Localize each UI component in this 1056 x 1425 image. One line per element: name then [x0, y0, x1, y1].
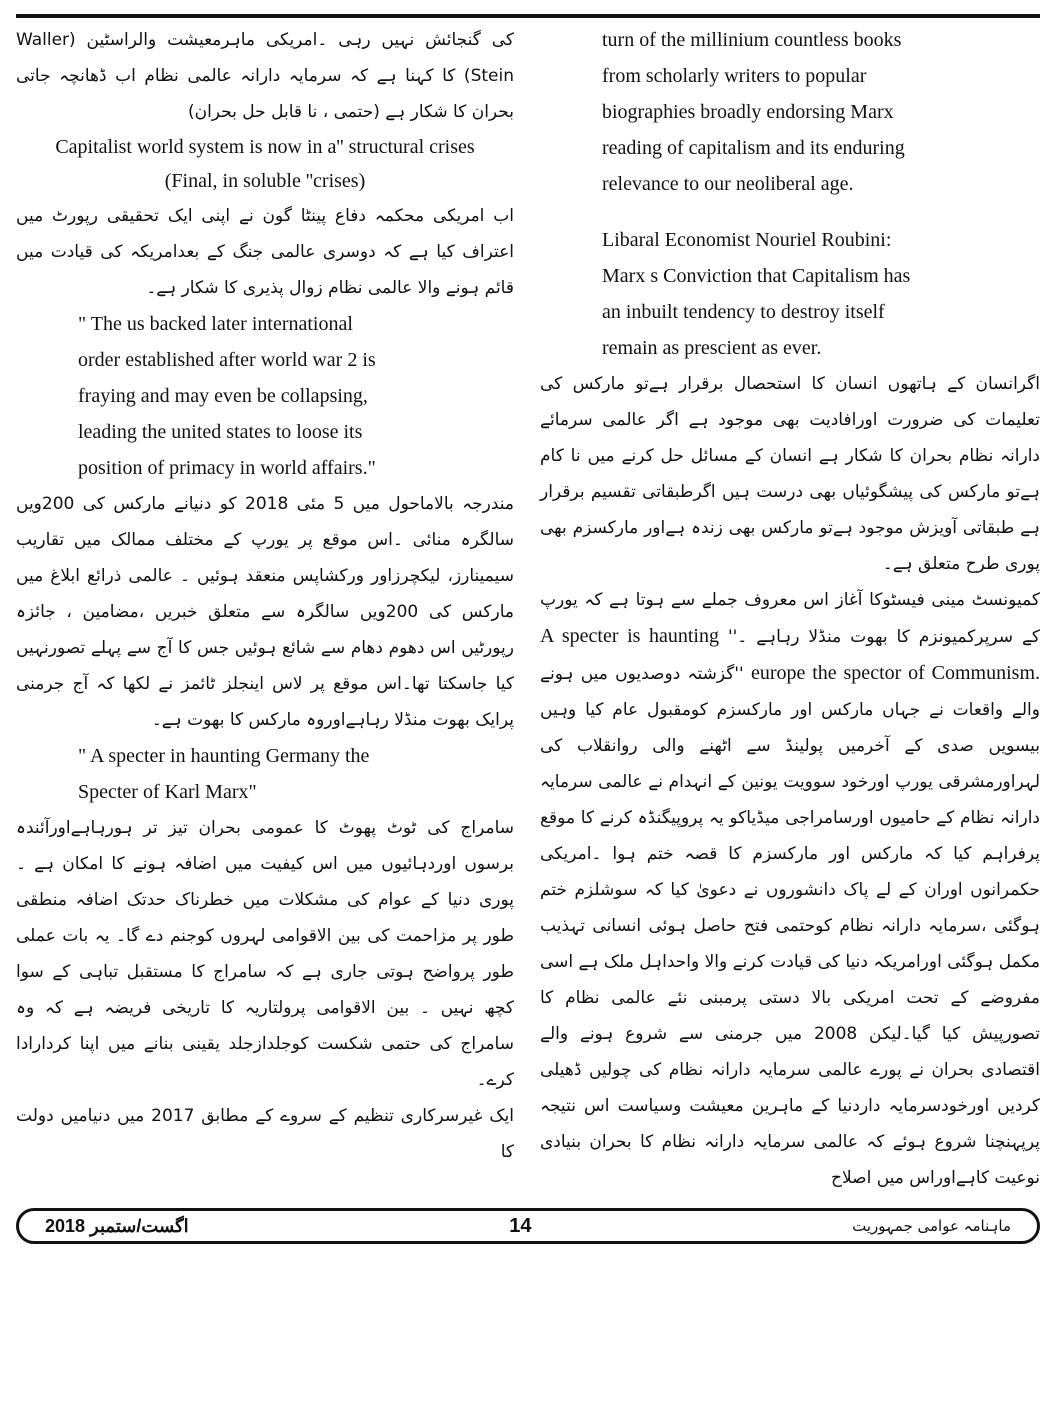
left-column: [16, 22, 514, 1196]
english-inline-text: europe the spector of Communism.: [750, 662, 1041, 684]
english-line: remain as prescient as ever.: [602, 337, 822, 359]
quote-line: position of primacy in world affairs.": [78, 457, 376, 479]
quote-specter-germany: [16, 738, 514, 810]
quote-line: " The us backed later international: [78, 313, 353, 335]
paragraph-gap: [540, 202, 1040, 222]
urdu-paragraph-communist-manifesto: [540, 582, 1040, 1196]
urdu-paragraph: مندرجہ بالاماحول میں 5 مئی 2018 کو دنیانے مارکس کی 200ویں سالگرہ منائی ۔اس موقع پر یورپ کے مختلف ممالک میں تقاریب سیمینارز، لیکچرزاور ورکشاپس منعقد ہوئیں ۔ عالمی ذرائع ابلاغ میں مارکس کی 200ویں سالگرہ سے متعلق خبریں ،مضامین ، جائزہ رپورٹیں اس دھوم دھام سے شائع ہوئیں جس کا آج سے پہلے تصورنہیں کیا جاسکتا تھا۔اس موقع پر لاس اینجلز ٹائمز نے لکھا کہ آج جرمنی پرایک بھوت منڈلا رہاہےاوروہ مارکس کا بھوت ہے۔: [16, 494, 514, 730]
urdu-text: ہونے والے واقعات نے جہاں مارکس اور مارکسزم کومقبول عام کیا وہیں بیسویں صدی کے آخرمیں پولینڈ سے اٹھنے والی روانقلاب کی لہراورمشرقی یورپ اورخود سوویت یونین کے انہدام نے عالمی سرمایہ دارانہ نظام کے حامیوں اورسامراجی میڈیاکو یہ پروپیگنڈہ کرنے کا موقع پرفراہم کیا کہ مارکس اور مارکسزم کا قصہ ختم ہوا ۔امریکی حکمرانوں اوران کے لے پاک دانشوروں نے دعویٰ کیا کہ سوشلزم ختم ہوگئی ،سرمایہ دارانہ نظام کوحتمی فتح حاصل ہوئی انسانی تہذیب مکمل ہوگئی اورامریکہ دنیا کی قیادت کرنے والا واحداہل ملک ہے اسی مفروضے کے تحت امریکی بالا دستی پرمبنی نئے عالمی نظام کا تصورپیش کیا گیا۔لیکن 2008 میں جرمنی سے شروع ہونے والے اقتصادی بحران نے پورے عالمی سرمایہ دارانہ نظام کی چولیں ڈھیلی کردیں اورخودسرمایہ داردنیا کے ماہرین معیشت وسیاست اس نتیجہ پرپہنچنا شروع ہوئے کہ عالمی سرمایہ دارانہ نظام کا بحران بنیادی نوعیت کاہےاوراس میں اصلاح: [540, 664, 1040, 1188]
english-line: Libaral Economist Nouriel Roubini:: [602, 229, 892, 251]
quote-us-backed-order: [16, 306, 514, 486]
english-line: an inbuilt tendency to destroy itself: [602, 301, 885, 323]
english-line: Marx s Conviction that Capitalism has: [602, 265, 911, 287]
right-column: [540, 22, 1040, 1196]
english-line: biographies broadly endorsing Marx: [602, 101, 894, 123]
english-paragraph-roubini: [540, 222, 1040, 366]
issue-date: اگست/ستمبر 2018: [45, 1215, 189, 1236]
quote-line: Specter of Karl Marx": [78, 781, 257, 803]
english-line: relevance to our neoliberal age.: [602, 173, 854, 195]
quote-line: " A specter in haunting Germany the: [78, 745, 370, 767]
english-line: reading of capitalism and its enduring: [602, 137, 905, 159]
urdu-paragraph: اب امریکی محکمہ دفاع پینٹا گون نے اپنی ایک تحقیقی رپورٹ میں اعتراف کیا ہے کہ دوسری عالمی جنگ کے بعدامریکہ کی قیادت میں قائم ہونے والا عالمی نظام زوال پذیری کا شکار ہے۔: [16, 206, 514, 298]
english-line: turn of the millinium countless books: [602, 29, 902, 51]
quote-line: fraying and may even be collapsing,: [78, 385, 368, 407]
page-number: 14: [509, 1214, 532, 1237]
quote-line: leading the united states to loose its: [78, 421, 363, 443]
urdu-paragraph: کی گنجائش نہیں رہی ۔امریکی ماہرمعیشت والراسٹین (Waller Stein) کا کہنا ہے کہ سرمایہ دارانہ عالمی نظام اب ڈھانچہ جاتی بحران کا شکار ہے (حتمی ، نا قابل حل بحران): [16, 30, 514, 122]
urdu-text: ''گزشتہ دوصدیوں میں: [580, 664, 744, 684]
magazine-name: ماہنامہ عوامی جمہوریت: [852, 1217, 1011, 1235]
urdu-paragraph: ایک غیرسرکاری تنظیم کے سروے کے مطابق 2017 میں دنیامیں دولت کا: [16, 1106, 514, 1162]
urdu-text: کمیونسٹ مینی فیسٹوکا آغاز اس معروف جملے سے ہوتا ہے کہ یورپ کے سرپرکمیونزم کا بھوت منڈلا رہاہے ۔'': [540, 590, 1040, 647]
columns: [0, 18, 1056, 1196]
quote-capitalist-world-system: Capitalist world system is now in a'' structural crises (Final, in soluble ''crises): [55, 136, 475, 192]
urdu-paragraph: اگرانسان کے ہاتھوں انسان کا استحصال برقرار ہےتو مارکس کی تعلیمات کی ضرورت اورافادیت بھی موجود ہے اگر عالمی سرمائے دارانہ نظام بحران کا شکار ہے انسان کے مسائل حل کرنے میں نا کام ہےتو مارکس کی پیشگوئیاں بھی درست ہیں اگرطبقاتی تقسیم برقرار ہے طبقاتی آویزش موجود ہےتو مارکس بھی زندہ ہےاور مارکسزم بھی پوری طرح متعلق ہے۔: [540, 374, 1040, 574]
quote-line: order established after world war 2 is: [78, 349, 376, 371]
page-footer: [16, 1208, 1040, 1244]
urdu-paragraph: سامراج کی ٹوٹ پھوٹ کا عمومی بحران تیز تر ہورہاہےاورآئندہ برسوں اوردہائیوں میں اس کیفیت میں اضافہ ہونے کا امکان ہے ۔ پوری دنیا کے عوام کی مشکلات میں خطرناک حدتک اضافہ منطقی طور پر مزاحمت کی بین الاقوامی لہروں کوجنم دے گا۔ یہ بات عملی طور پرواضح ہوتی جاری ہے کہ سامراج کا مستقبل تباہی کے سوا کچھ نہیں ۔ بین الاقوامی پرولتاریہ کا تاریخی فریضہ ہے کہ وہ سامراج کی حتمی شکست کوجلدازجلد یقینی بنانے میں اپنا کردارادا کرے۔: [16, 818, 514, 1090]
english-line: from scholarly writers to popular: [602, 65, 867, 87]
english-inline-text: A specter is haunting: [540, 625, 719, 647]
english-paragraph-millenium: [540, 22, 1040, 202]
